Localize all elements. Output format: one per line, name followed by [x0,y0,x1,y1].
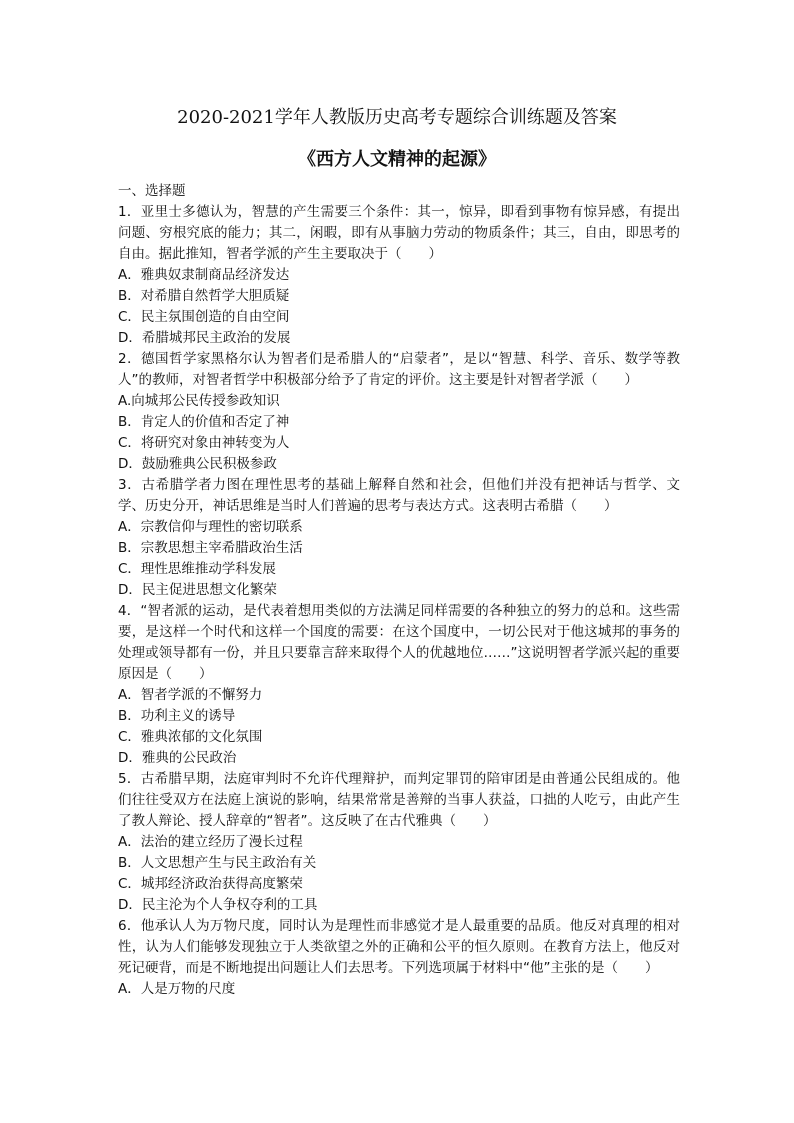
option-b: B．肯定人的价值和否定了神 [118,414,290,430]
question-stem: 2．德国哲学家黑格尔认为智者们是希腊人的“启蒙者”，是以“智慧、科学、音乐、数学等教人”的教师，对智者哲学中积极部分给予了肯定的评价。这主要是针对智者学派（ ） [118,351,680,388]
question-stem: 6．他承认人为万物尺度，同时认为是理性而非感觉才是人最重要的品质。他反对真理的相对性，认为人们能够发现独立于人类欲望之外的正确和公平的恒久原则。在教育方法上，他反对死记硬背，而是不断地提出问题让人们去思考。下列选项属于材料中“他”主张的是（ ） [118,918,680,976]
question-3 [118,475,680,601]
question-stem: 5．古希腊早期，法庭审判时不允许代理辩护，而判定罪罚的陪审团是由普通公民组成的。他们往往受双方在法庭上演说的影响，结果常常是善辩的当事人获益，口拙的人吃亏，由此产生了教人辩论、授人辞章的“智者”。这反映了在古代雅典（ ） [118,771,680,829]
section-heading: 一、选择题 [118,183,186,199]
option-d: D．希腊城邦民主政治的发展 [118,330,291,346]
question-4 [118,601,680,769]
option-a: A．宗教信仰与理性的密切联系 [118,519,303,535]
question-2 [118,349,680,475]
question-stem: 3．古希腊学者力图在理性思考的基础上解释自然和社会，但他们并没有把神话与哲学、文学、历史分开，神话思维是当时人们普遍的思考与表达方式。这表明古希腊（ ） [118,477,680,514]
document-subtitle: 《西方人文精神的起源》 [298,149,496,170]
question-5 [118,769,680,916]
option-a: A．人是万物的尺度 [118,981,236,997]
option-c: C．理性思维推动学科发展 [118,561,276,577]
option-c: C．民主氛围创造的自由空间 [118,309,290,325]
document-title: 2020-2021学年人教版历史高考专题综合训练题及答案 [177,107,617,128]
option-b: B．对希腊自然哲学大胆质疑 [118,288,290,304]
option-a: A．雅典奴隶制商品经济发达 [118,267,290,283]
option-c: C．雅典浓郁的文化氛围 [118,729,263,745]
question-stem: 4．“智者派的运动，是代表着想用类似的方法满足同样需要的各种独立的努力的总和。这些需要，是这样一个时代和这样一个国度的需要：在这个国度中，一切公民对于他这城邦的事务的处理或领导都有一份，并且只要靠言辞来取得个人的优越地位……”这说明智者学派兴起的重要原因是（ ） [118,603,680,682]
question-1 [118,202,680,349]
document-body [118,181,680,1000]
option-b: B．人文思想产生与民主政治有关 [118,855,317,871]
option-d: D．民主促进思想文化繁荣 [118,582,277,598]
question-stem: 1．亚里士多德认为，智慧的产生需要三个条件：其一，惊异，即看到事物有惊异感，有提出问题、穷根究底的能力；其二，闲暇，即有从事脑力劳动的物质条件；其三，自由，即思考的自由。据此推知，智者学派的产生主要取决于（ ） [118,204,680,262]
option-a: A.向城邦公民传授参政知识 [118,393,280,409]
option-d: D．民主沦为个人争权夺利的工具 [118,897,318,913]
option-b: B．功利主义的诱导 [118,708,236,724]
option-a: A．智者学派的不懈努力 [118,687,263,703]
option-a: A．法治的建立经历了漫长过程 [118,834,303,850]
option-d: D．雅典的公民政治 [118,750,237,766]
option-c: C．将研究对象由神转变为人 [118,435,290,451]
option-d: D．鼓励雅典公民积极参政 [118,456,277,472]
question-6 [118,916,680,1000]
option-c: C．城邦经济政治获得高度繁荣 [118,876,303,892]
option-b: B．宗教思想主宰希腊政治生活 [118,540,303,556]
